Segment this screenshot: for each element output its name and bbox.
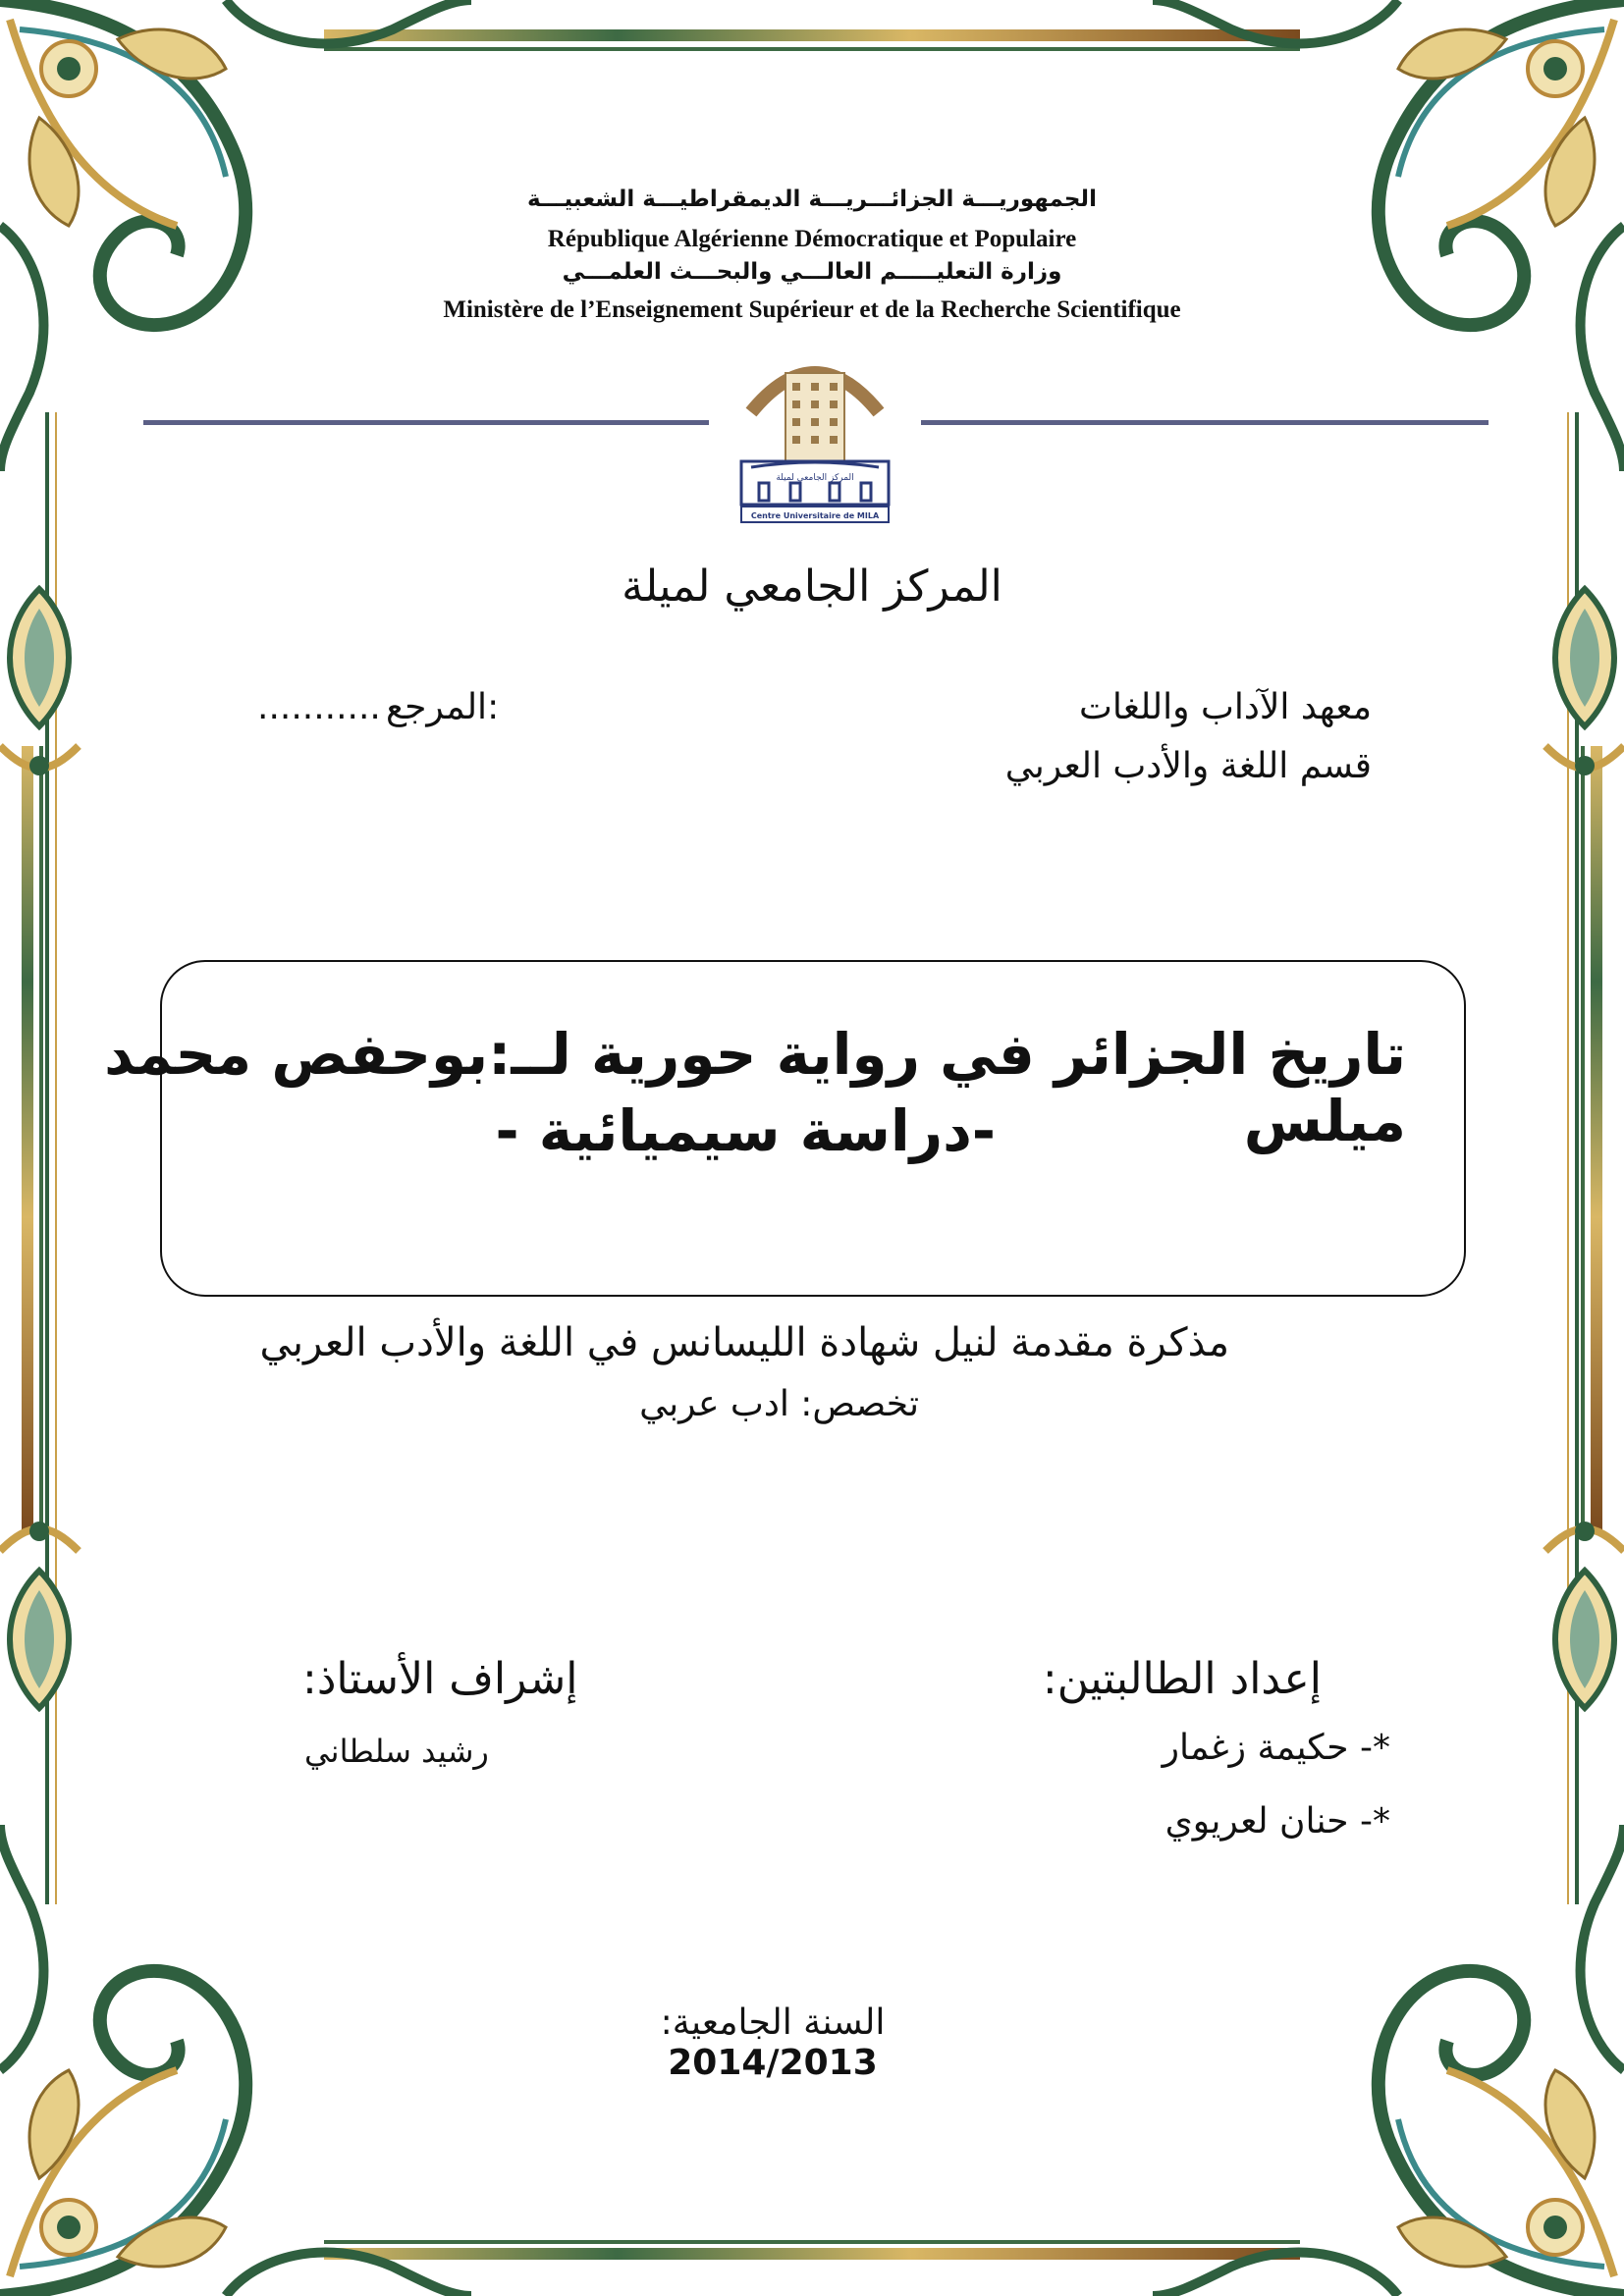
academic-year-label: السنة الجامعية:	[660, 2002, 886, 2043]
thesis-title: تاريخ الجزائر في رواية حورية لــ:بوحفص محمد ميلس	[104, 1021, 1406, 1154]
reference-label: المرجع:	[386, 687, 500, 727]
university-logo	[731, 334, 898, 525]
logo-banner-text: المركز الجامعي لميلة	[776, 473, 854, 483]
institute-name: معهد الآداب واللغات	[1079, 687, 1372, 727]
ministry-arabic: وزارة التعليـــــم العالـــي والبحـــث العلمـــي	[562, 259, 1062, 285]
academic-year	[562, 2002, 984, 2083]
students-label: إعداد الطالبتين:	[1042, 1654, 1322, 1704]
student-name: *- حنان لعريوي	[1164, 1801, 1390, 1842]
logo-caption: Centre Universitaire de MILA	[750, 511, 880, 520]
thesis-specialty: تخصص: ادب عربي	[639, 1384, 919, 1424]
thesis-subtitle: -دراسة سيميائية -	[495, 1097, 996, 1164]
student-name: *- حكيمة زغمار	[1162, 1728, 1390, 1768]
republic-french: République Algérienne Démocratique et Populaire	[547, 226, 1077, 252]
university-name: المركز الجامعي لميلة	[622, 561, 1002, 612]
header-rule-right	[921, 420, 1489, 425]
supervisor-label: إشراف الأستاذ:	[302, 1654, 578, 1704]
ministry-french: Ministère de l’Enseignement Supérieur et de la Recherche Scientifique	[443, 296, 1181, 323]
thesis-purpose: مذكرة مقدمة لنيل شهادة الليسانس في اللغة والأدب العربي	[259, 1320, 1229, 1365]
republic-arabic: الجمهوريـــة الجزائـــريـــة الديمقراطيـــة الشعبيـــة	[527, 187, 1097, 212]
supervisor-name: رشيد سلطاني	[304, 1733, 489, 1770]
department-name: قسم اللغة والأدب العربي	[1004, 746, 1372, 786]
header-rule-left	[143, 420, 709, 425]
academic-year-value: 2014/2013	[668, 2043, 878, 2083]
reference-value: ...........	[257, 687, 381, 727]
